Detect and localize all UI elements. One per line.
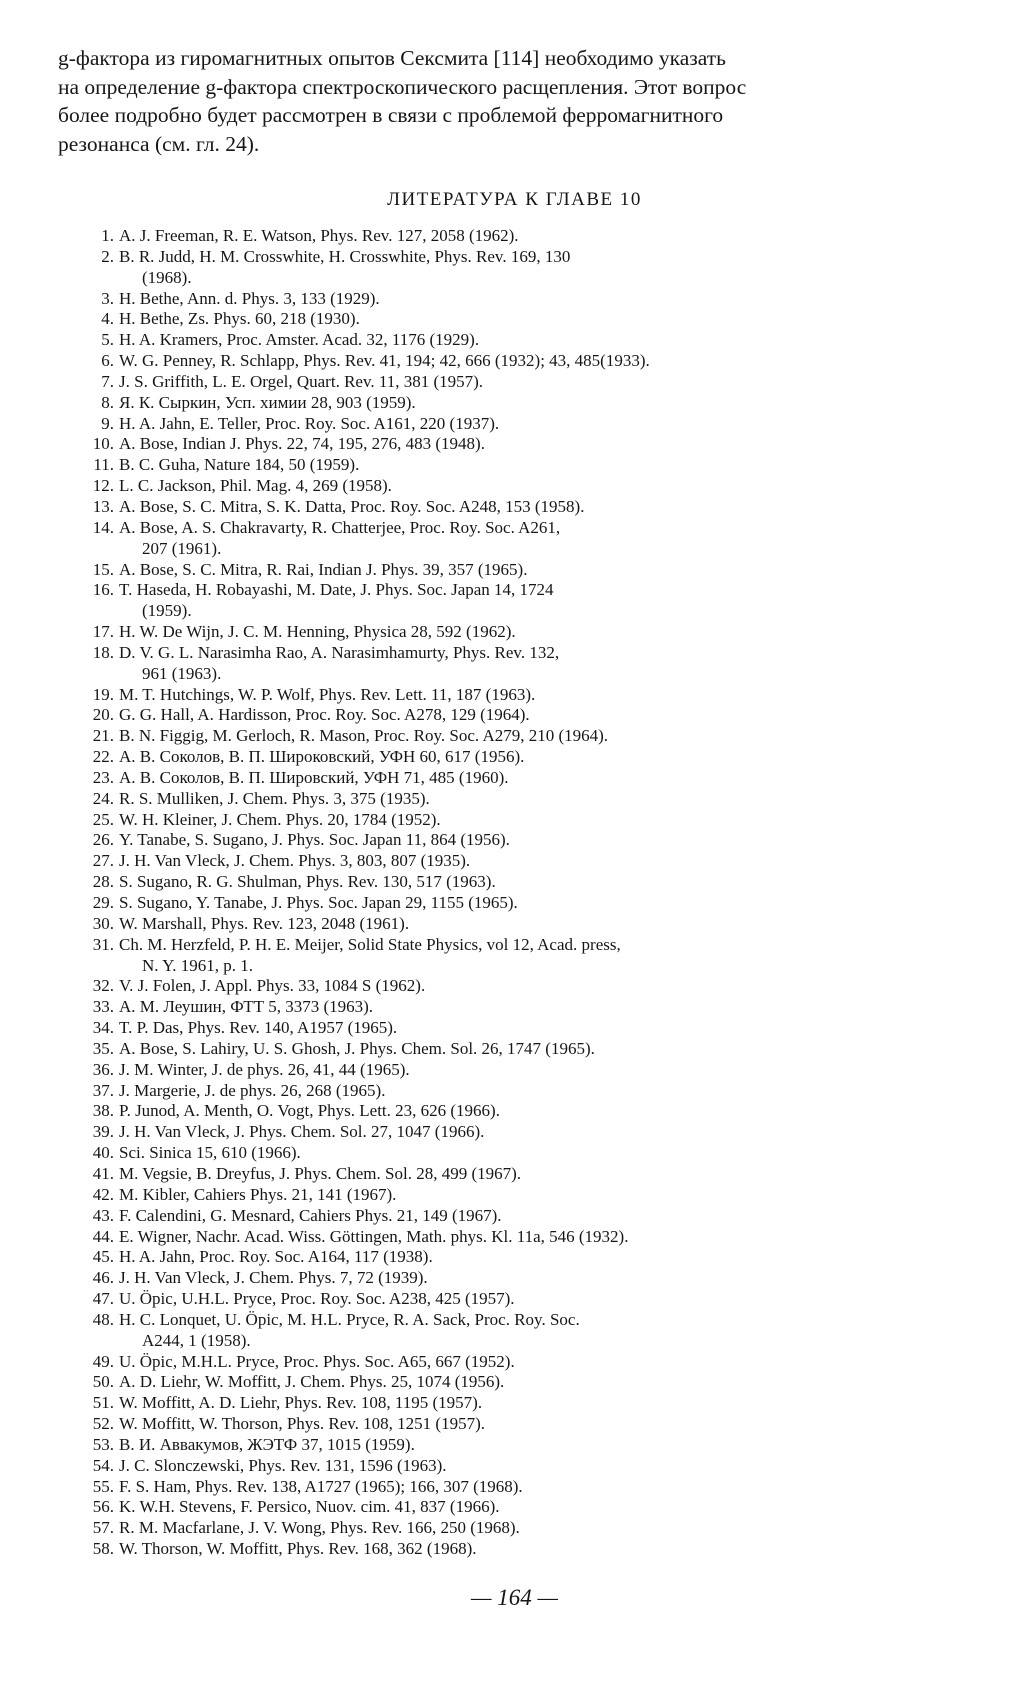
- reference-number: 32.: [92, 976, 114, 996]
- reference-number: 6.: [101, 351, 114, 371]
- reference-text: E. Wigner, Nachr. Acad. Wiss. Göttingen, Math. phys. Kl. 11a, 546 (1932).: [119, 1226, 629, 1246]
- reference-number: 46.: [92, 1268, 114, 1288]
- reference-text: A. Bose, S. C. Mitra, R. Rai, Indian J. Phys. 39, 357 (1965).: [119, 559, 528, 579]
- reference-number: 43.: [92, 1205, 114, 1225]
- reference-number: 35.: [92, 1038, 114, 1058]
- reference-continuation: [0, 268, 1029, 289]
- reference-number: 30.: [92, 913, 114, 933]
- reference-text: J. C. Slonczewski, Phys. Rev. 131, 1596 (1963).: [119, 1455, 447, 1475]
- reference-number: 49.: [92, 1351, 114, 1371]
- reference-number: 21.: [92, 726, 114, 746]
- reference-text: Ch. M. Herzfeld, P. H. E. Meijer, Solid State Physics, vol 12, Acad. press,: [119, 934, 621, 954]
- reference-number: 11.: [93, 455, 114, 475]
- reference-continuation-text: (1968).: [142, 267, 192, 287]
- reference-number: 45.: [92, 1247, 114, 1267]
- reference-number: 29.: [92, 893, 114, 912]
- reference-text: A. B. Соколов, В. П. Широковский, УФН 60, 617 (1956).: [119, 747, 525, 767]
- reference-number: 8.: [101, 392, 114, 412]
- reference-text: G. G. Hall, A. Hardisson, Proc. Roy. Soc. A278, 129 (1964).: [119, 705, 530, 725]
- reference-continuation: [0, 539, 1029, 560]
- reference-text: W. Moffitt, A. D. Liehr, Phys. Rev. 108, 1195 (1957).: [119, 1393, 483, 1413]
- reference-text: L. C. Jackson, Phil. Mag. 4, 269 (1958).: [119, 476, 392, 496]
- reference-number: 17.: [92, 622, 114, 642]
- reference-item: [0, 414, 1029, 435]
- reference-number: 53.: [92, 1434, 114, 1454]
- reference-item: [0, 810, 1029, 831]
- reference-item: [0, 372, 1029, 393]
- reference-item: [0, 893, 1029, 914]
- reference-item: [0, 976, 1029, 997]
- reference-text: H. A. Jahn, Proc. Roy. Soc. A164, 117 (1938).: [119, 1247, 433, 1267]
- reference-item: [0, 580, 1029, 601]
- reference-item: [0, 1518, 1029, 1539]
- reference-number: 9.: [101, 413, 114, 433]
- reference-number: 10.: [92, 434, 114, 454]
- reference-number: 36.: [92, 1059, 114, 1079]
- reference-item: [0, 1477, 1029, 1498]
- reference-item: [0, 1497, 1029, 1518]
- intro-line: на определение g-фактора спектроскопического расщепления. Этот вопрос: [58, 74, 747, 99]
- intro-paragraph: [58, 44, 958, 158]
- reference-text: A. Bose, S. C. Mitra, S. K. Datta, Proc. Roy. Soc. A248, 153 (1958).: [119, 496, 585, 516]
- reference-text: B. N. Figgig, M. Gerloch, R. Mason, Proc. Roy. Soc. A279, 210 (1964).: [119, 726, 609, 746]
- reference-number: 41.: [92, 1163, 114, 1183]
- reference-number: 51.: [92, 1393, 114, 1413]
- reference-item: [0, 1039, 1029, 1060]
- reference-continuation-text: 207 (1961).: [142, 538, 222, 558]
- reference-text: H. W. De Wijn, J. C. M. Henning, Physica 28, 592 (1962).: [119, 622, 516, 642]
- reference-item: [0, 1289, 1029, 1310]
- reference-number: 19.: [92, 684, 114, 704]
- reference-text: A. B. Соколов, В. П. Шировский, УФН 71, 485 (1960).: [119, 767, 509, 787]
- reference-text: J. S. Griffith, L. E. Orgel, Quart. Rev. 11, 381 (1957).: [119, 371, 484, 391]
- reference-item: [0, 851, 1029, 872]
- reference-text: S. Sugano, R. G. Shulman, Phys. Rev. 130, 517 (1963).: [119, 872, 496, 892]
- reference-item: [0, 330, 1029, 351]
- reference-item: [0, 1185, 1029, 1206]
- reference-number: 42.: [92, 1184, 114, 1204]
- reference-number: 44.: [92, 1226, 114, 1246]
- reference-continuation: [0, 664, 1029, 685]
- reference-number: 54.: [92, 1455, 114, 1475]
- reference-number: 13.: [92, 496, 114, 516]
- reference-item: [0, 747, 1029, 768]
- reference-text: H. A. Kramers, Proc. Amster. Acad. 32, 1176 (1929).: [119, 330, 480, 350]
- reference-item: [0, 768, 1029, 789]
- reference-number: 18.: [92, 642, 114, 662]
- reference-number: 3.: [101, 288, 114, 308]
- reference-item: [0, 476, 1029, 497]
- reference-number: 5.: [101, 330, 114, 350]
- reference-text: R. M. Macfarlane, J. V. Wong, Phys. Rev. 166, 250 (1968).: [119, 1518, 520, 1538]
- reference-item: [0, 914, 1029, 935]
- reference-item: [0, 643, 1029, 664]
- reference-item: [0, 1393, 1029, 1414]
- reference-text: H. A. Jahn, E. Teller, Proc. Roy. Soc. A161, 220 (1937).: [119, 413, 500, 433]
- reference-text: W. Marshall, Phys. Rev. 123, 2048 (1961).: [119, 913, 410, 933]
- reference-item: [0, 1060, 1029, 1081]
- reference-continuation-text: N. Y. 1961, p. 1.: [142, 955, 253, 975]
- reference-text: A. D. Liehr, W. Moffitt, J. Chem. Phys. 25, 1074 (1956).: [119, 1372, 505, 1392]
- reference-text: H. Bethe, Zs. Phys. 60, 218 (1930).: [119, 309, 360, 329]
- reference-number: 47.: [92, 1289, 114, 1309]
- reference-number: 37.: [92, 1080, 114, 1100]
- reference-number: 50.: [92, 1372, 114, 1392]
- reference-item: [0, 393, 1029, 414]
- reference-text: T. P. Das, Phys. Rev. 140, A1957 (1965).: [119, 1018, 398, 1038]
- reference-text: J. Margerie, J. de phys. 26, 268 (1965).: [119, 1080, 386, 1100]
- reference-text: A. Bose, S. Lahiry, U. S. Ghosh, J. Phys. Chem. Sol. 26, 1747 (1965).: [119, 1038, 595, 1058]
- reference-number: 7.: [101, 371, 114, 391]
- reference-item: [0, 705, 1029, 726]
- reference-continuation-text: A244, 1 (1958).: [142, 1330, 251, 1350]
- reference-text: A. Bose, Indian J. Phys. 22, 74, 195, 276, 483 (1948).: [119, 434, 485, 454]
- reference-number: 16.: [92, 580, 114, 600]
- reference-number: 56.: [92, 1497, 114, 1517]
- reference-continuation-text: (1959).: [142, 601, 192, 621]
- reference-number: 22.: [92, 747, 114, 767]
- reference-item: [0, 1081, 1029, 1102]
- reference-number: 58.: [92, 1539, 114, 1559]
- reference-text: A. Bose, A. S. Chakravarty, R. Chatterjee, Proc. Roy. Soc. A261,: [119, 517, 561, 537]
- reference-item: [0, 1456, 1029, 1477]
- reference-text: W. Thorson, W. Moffitt, Phys. Rev. 168, 362 (1968).: [119, 1539, 477, 1559]
- reference-item: [0, 997, 1029, 1018]
- reference-number: 55.: [92, 1476, 114, 1496]
- reference-number: 33.: [92, 997, 114, 1017]
- reference-item: [0, 935, 1029, 956]
- reference-item: [0, 1018, 1029, 1039]
- reference-number: 40.: [92, 1143, 114, 1163]
- reference-number: 34.: [92, 1018, 114, 1038]
- reference-item: [0, 622, 1029, 643]
- reference-text: Y. Tanabe, S. Sugano, J. Phys. Soc. Japan 11, 864 (1956).: [119, 830, 510, 850]
- reference-text: B. И. Аввакумов, ЖЭТФ 37, 1015 (1959).: [119, 1434, 415, 1454]
- reference-continuation-text: 961 (1963).: [142, 663, 222, 683]
- reference-number: 14.: [92, 517, 114, 537]
- reference-item: [0, 1164, 1029, 1185]
- reference-text: W. G. Penney, R. Schlapp, Phys. Rev. 41, 194; 42, 666 (1932); 43, 485(1933).: [119, 351, 650, 371]
- reference-text: M. T. Hutchings, W. P. Wolf, Phys. Rev. Lett. 11, 187 (1963).: [119, 684, 536, 704]
- reference-item: [0, 351, 1029, 372]
- reference-text: J. H. Van Vleck, J. Chem. Phys. 7, 72 (1939).: [119, 1268, 428, 1288]
- reference-item: [0, 1143, 1029, 1164]
- reference-number: 1.: [101, 226, 114, 245]
- reference-item: [0, 518, 1029, 539]
- reference-text: F. S. Ham, Phys. Rev. 138, A1727 (1965); 166, 307 (1968).: [119, 1476, 523, 1496]
- reference-text: K. W.H. Stevens, F. Persico, Nuov. cim. 41, 837 (1966).: [119, 1497, 500, 1517]
- reference-number: 28.: [92, 872, 114, 892]
- reference-item: [0, 1122, 1029, 1143]
- reference-item: [0, 872, 1029, 893]
- reference-item: [0, 434, 1029, 455]
- reference-item: [0, 455, 1029, 476]
- reference-item: [0, 247, 1029, 268]
- reference-number: 12.: [92, 476, 114, 496]
- reference-text: W. H. Kleiner, J. Chem. Phys. 20, 1784 (1952).: [119, 809, 441, 829]
- reference-text: F. Calendini, G. Mesnard, Cahiers Phys. 21, 149 (1967).: [119, 1205, 502, 1225]
- reference-text: A. M. Леушин, ФТТ 5, 3373 (1963).: [119, 997, 374, 1017]
- reference-item: [0, 1310, 1029, 1331]
- reference-text: B. C. Guha, Nature 184, 50 (1959).: [119, 455, 360, 475]
- reference-text: J. H. Van Vleck, J. Phys. Chem. Sol. 27, 1047 (1966).: [119, 1122, 485, 1142]
- reference-item: [0, 309, 1029, 330]
- reference-number: 2.: [101, 246, 114, 266]
- reference-item: [0, 1372, 1029, 1393]
- reference-text: V. J. Folen, J. Appl. Phys. 33, 1084 S (1962).: [119, 976, 426, 996]
- intro-line: резонанса (см. гл. 24).: [58, 131, 260, 156]
- chapter-references-heading: ЛИТЕРАТУРА К ГЛАВЕ 10: [387, 189, 642, 210]
- reference-text: D. V. G. L. Narasimha Rao, A. Narasimhamurty, Phys. Rev. 132,: [119, 642, 560, 662]
- reference-number: 20.: [92, 705, 114, 725]
- reference-text: U. Öpic, U.H.L. Pryce, Proc. Roy. Soc. A238, 425 (1957).: [119, 1289, 515, 1309]
- reference-item: [0, 789, 1029, 810]
- intro-line: g-фактора из гиромагнитных опытов Сексмита [114] необходимо указать: [58, 46, 726, 70]
- reference-text: Sci. Sinica 15, 610 (1966).: [119, 1143, 301, 1163]
- reference-item: [0, 1352, 1029, 1373]
- reference-text: A. J. Freeman, R. E. Watson, Phys. Rev. 127, 2058 (1962).: [119, 226, 519, 245]
- reference-text: H. C. Lonquet, U. Öpic, M. H.L. Pryce, R. A. Sack, Proc. Roy. Soc.: [119, 1309, 580, 1329]
- reference-text: S. Sugano, Y. Tanabe, J. Phys. Soc. Japan 29, 1155 (1965).: [119, 893, 518, 912]
- reference-text: J. H. Van Vleck, J. Chem. Phys. 3, 803, 807 (1935).: [119, 851, 471, 871]
- reference-number: 48.: [92, 1309, 114, 1329]
- reference-item: [0, 1414, 1029, 1435]
- reference-number: 24.: [92, 788, 114, 808]
- reference-item: [0, 1268, 1029, 1289]
- reference-text: T. Haseda, H. Robayashi, M. Date, J. Phys. Soc. Japan 14, 1724: [119, 580, 554, 600]
- reference-item: [0, 1247, 1029, 1268]
- reference-item: [0, 497, 1029, 518]
- reference-number: 52.: [92, 1414, 114, 1434]
- reference-item: [0, 685, 1029, 706]
- reference-text: W. Moffitt, W. Thorson, Phys. Rev. 108, 1251 (1957).: [119, 1414, 485, 1434]
- reference-number: 27.: [92, 851, 114, 871]
- reference-text: U. Öpic, M.H.L. Pryce, Proc. Phys. Soc. A65, 667 (1952).: [119, 1351, 515, 1371]
- reference-item: [0, 560, 1029, 581]
- reference-continuation: [0, 601, 1029, 622]
- reference-text: R. S. Mulliken, J. Chem. Phys. 3, 375 (1935).: [119, 788, 430, 808]
- reference-text: P. Junod, A. Menth, O. Vogt, Phys. Lett. 23, 626 (1966).: [119, 1101, 500, 1121]
- reference-item: [0, 1435, 1029, 1456]
- reference-text: Я. К. Сыркин, Усп. химии 28, 903 (1959).: [119, 392, 416, 412]
- page-number: — 164 —: [471, 1585, 558, 1610]
- reference-text: H. Bethe, Ann. d. Phys. 3, 133 (1929).: [119, 288, 380, 308]
- intro-line: более подробно будет рассмотрен в связи с проблемой ферромагнитного: [58, 103, 724, 127]
- reference-number: 57.: [92, 1518, 114, 1538]
- reference-number: 39.: [92, 1122, 114, 1142]
- reference-item: [0, 289, 1029, 310]
- reference-item: [0, 226, 1029, 247]
- reference-continuation: [0, 956, 1029, 977]
- reference-item: [0, 830, 1029, 851]
- reference-number: 26.: [92, 830, 114, 850]
- reference-item: [0, 1539, 1029, 1560]
- reference-list: [0, 226, 1029, 1560]
- reference-number: 25.: [92, 809, 114, 829]
- reference-item: [0, 1206, 1029, 1227]
- reference-number: 4.: [101, 309, 114, 329]
- reference-text: B. R. Judd, H. M. Crosswhite, H. Crosswhite, Phys. Rev. 169, 130: [119, 246, 571, 266]
- reference-number: 31.: [92, 934, 114, 954]
- reference-item: [0, 1101, 1029, 1122]
- reference-text: M. Vegsie, B. Dreyfus, J. Phys. Chem. Sol. 28, 499 (1967).: [119, 1163, 522, 1183]
- reference-text: J. M. Winter, J. de phys. 26, 41, 44 (1965).: [119, 1059, 410, 1079]
- reference-item: [0, 1227, 1029, 1248]
- reference-number: 15.: [92, 559, 114, 579]
- reference-number: 23.: [92, 767, 114, 787]
- reference-item: [0, 726, 1029, 747]
- reference-number: 38.: [92, 1101, 114, 1121]
- reference-continuation: [0, 1331, 1029, 1352]
- reference-text: M. Kibler, Cahiers Phys. 21, 141 (1967).: [119, 1184, 397, 1204]
